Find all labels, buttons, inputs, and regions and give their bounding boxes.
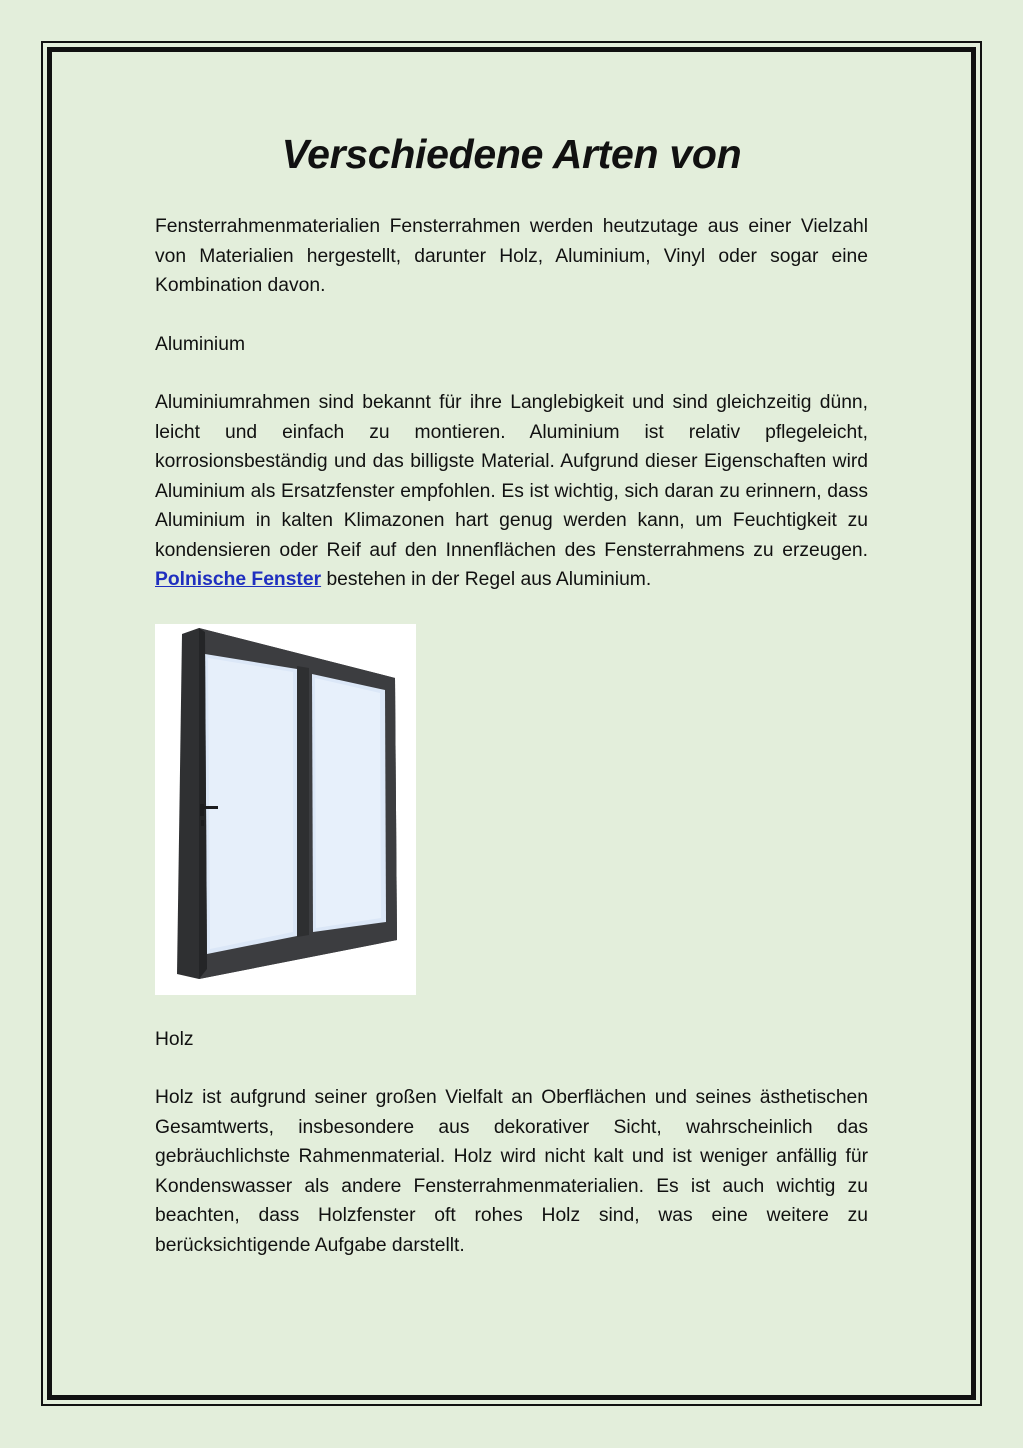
- polnische-fenster-link[interactable]: Polnische Fenster: [155, 569, 322, 590]
- section-heading-holz: Holz: [155, 1028, 194, 1050]
- aluminium-sliding-window-image-icon: [155, 624, 416, 995]
- intro-paragraph: Fensterrahmenmaterialien Fensterrahmen werden heutzutage aus einer Vielzahl von Materialien hergestellt, darunter Holz, Aluminium, Vinyl oder sogar eine Kombination davon.: [155, 216, 868, 296]
- document-title: Verschiedene Arten von: [281, 131, 742, 177]
- aluminium-paragraph: [155, 388, 868, 595]
- document-body: [155, 128, 868, 1289]
- aluminium-text-after-link: bestehen in der Regel aus Aluminium.: [321, 569, 652, 590]
- aluminium-text-before-link: Aluminiumrahmen sind bekannt für ihre Langlebigkeit und sind gleichzeitig dünn, leicht und einfach zu montieren. Aluminium ist relativ pflegeleicht, korrosionsbeständig und das billigste Material. Aufgrund dieser Eigenschaften wird Aluminium als Ersatzfenster empfohlen. Es ist wichtig, sich daran zu erinnern, dass Aluminium in kalten Klimazonen hart genug werden kann, um Feuchtigkeit zu kondensieren oder Reif auf den Innenflächen des Fensterrahmens zu erzeugen.: [155, 392, 868, 561]
- section-heading-aluminium: Aluminium: [155, 333, 246, 355]
- holz-paragraph: Holz ist aufgrund seiner großen Vielfalt an Oberflächen und seines ästhetischen Gesamtwerts, insbesondere aus dekorativer Sicht, wahrscheinlich das gebräuchlichste Rahmenmaterial. Holz wird nicht kalt und ist weniger anfällig für Kondenswasser als andere Fensterrahmenmaterialien. Es ist auch wichtig zu beachten, dass Holzfenster oft rohes Holz sind, was eine weitere zu berücksichtigende Aufgabe darstellt.: [155, 1087, 868, 1256]
- aluminium-window-image: [155, 624, 416, 995]
